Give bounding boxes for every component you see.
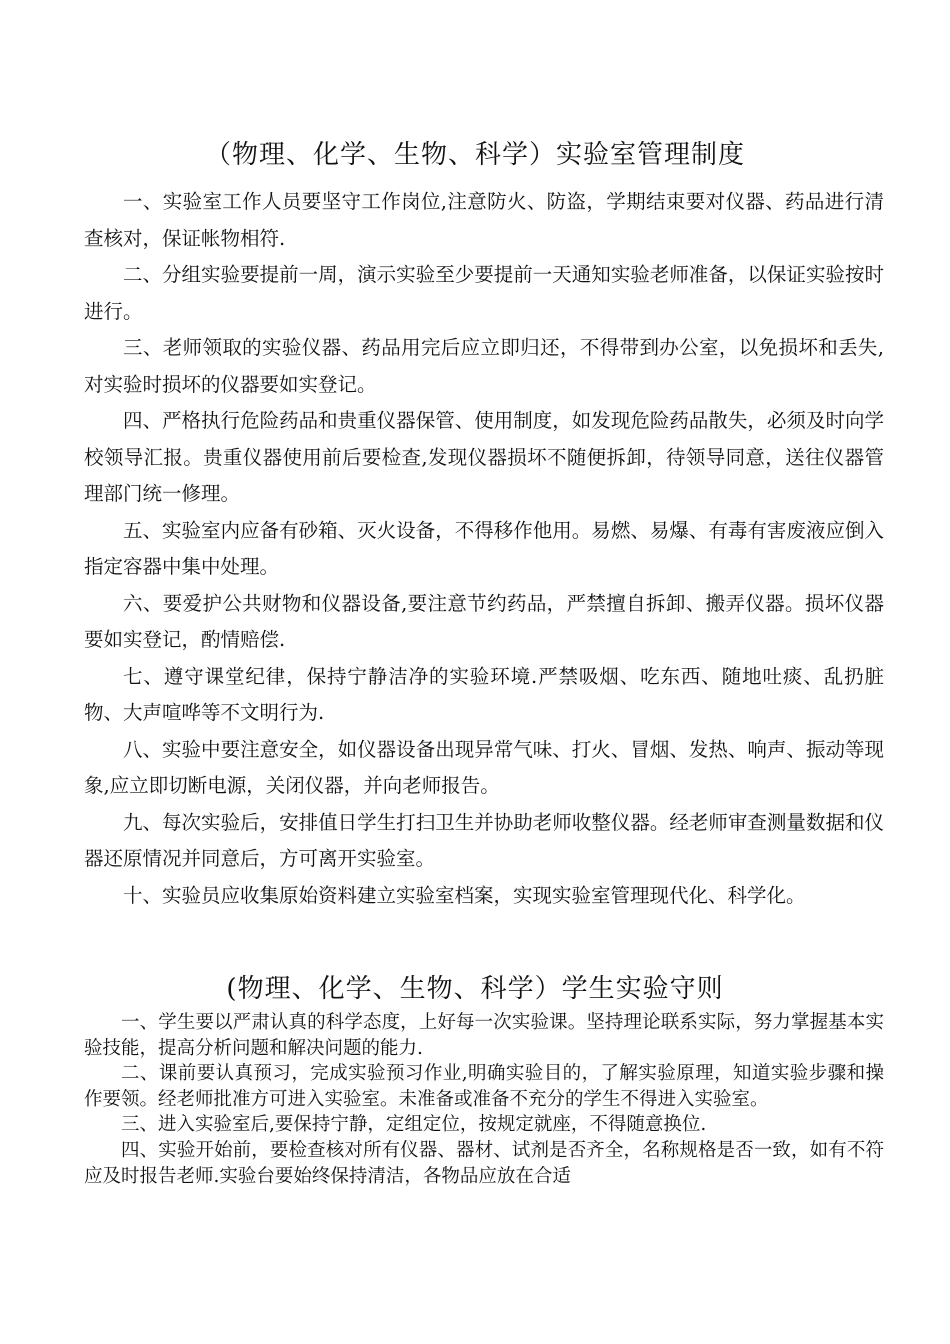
rule-paragraph: 四、严格执行危险药品和贵重仪器保管、使用制度，如发现危险药品散失，必须及时向学校领导汇报。贵重仪器使用前后要检查,发现仪器损坏不随便拆卸，待领导同意，送往仪器管理部门统一修理。 xyxy=(84,409,884,505)
student-experiment-rules xyxy=(84,1010,884,1189)
rule-paragraph: 十、实验员应收集原始资料建立实验室档案，实现实验室管理现代化、科学化。 xyxy=(123,883,806,907)
rule-paragraph: 七、遵守课堂纪律，保持宁静洁净的实验环境.严禁吸烟、吃东西、随地吐痰、乱扔脏物、大声喧哗等不文明行为. xyxy=(84,664,884,724)
rule-paragraph: 三、进入实验室后,要保持宁静，定组定位，按规定就座，不得随意换位. xyxy=(121,1114,707,1136)
rule-paragraph: 五、实验室内应备有砂箱、灭火设备，不得移作他用。易燃、易爆、有毒有害废液应倒入指定容器中集中处理。 xyxy=(84,518,884,578)
lab-management-title: （物理、化学、生物、科学）实验室管理制度 xyxy=(204,140,745,170)
rule-paragraph: 二、课前要认真预习，完成实验预习作业,明确实验目的，了解实验原理，知道实验步骤和操作要领。经老师批准方可进入实验室。未准备或准备不充分的学生不得进入实验室。 xyxy=(84,1063,884,1110)
lab-management-rules xyxy=(84,184,884,914)
rule-paragraph: 一、学生要以严肃认真的科学态度，上好每一次实验课。坚持理论联系实际，努力掌握基本实验技能，提高分析问题和解决问题的能力. xyxy=(84,1012,884,1059)
rule-paragraph: 九、每次实验后，安排值日学生打扫卫生并协助老师收整仪器。经老师审查测量数据和仪器还原情况并同意后，方可离开实验室。 xyxy=(84,810,884,870)
rule-paragraph: 一、实验室工作人员要坚守工作岗位,注意防火、防盗，学期结束要对仪器、药品进行清查核对，保证帐物相符. xyxy=(84,190,884,250)
student-rules-title: (物理、化学、生物、科学）学生实验守则 xyxy=(226,974,724,1004)
rule-paragraph: 四、实验开始前，要检查核对所有仪器、器材、试剂是否齐全，名称规格是否一致，如有不符应及时报告老师.实验台要始终保持清洁，各物品应放在合适 xyxy=(84,1139,884,1187)
rule-paragraph: 二、分组实验要提前一周，演示实验至少要提前一天通知实验老师准备，以保证实验按时进行。 xyxy=(84,263,884,323)
rule-paragraph: 六、要爱护公共财物和仪器设备,要注意节约药品，严禁擅自拆卸、搬弄仪器。损坏仪器要如实登记，酌情赔偿. xyxy=(84,591,884,651)
rule-paragraph: 八、实验中要注意安全，如仪器设备出现异常气味、打火、冒烟、发热、响声、振动等现象,应立即切断电源，关闭仪器，并向老师报告。 xyxy=(84,737,884,797)
rule-paragraph: 三、老师领取的实验仪器、药品用完后应立即归还，不得带到办公室，以免损坏和丢失,对实验时损坏的仪器要如实登记。 xyxy=(84,336,884,396)
